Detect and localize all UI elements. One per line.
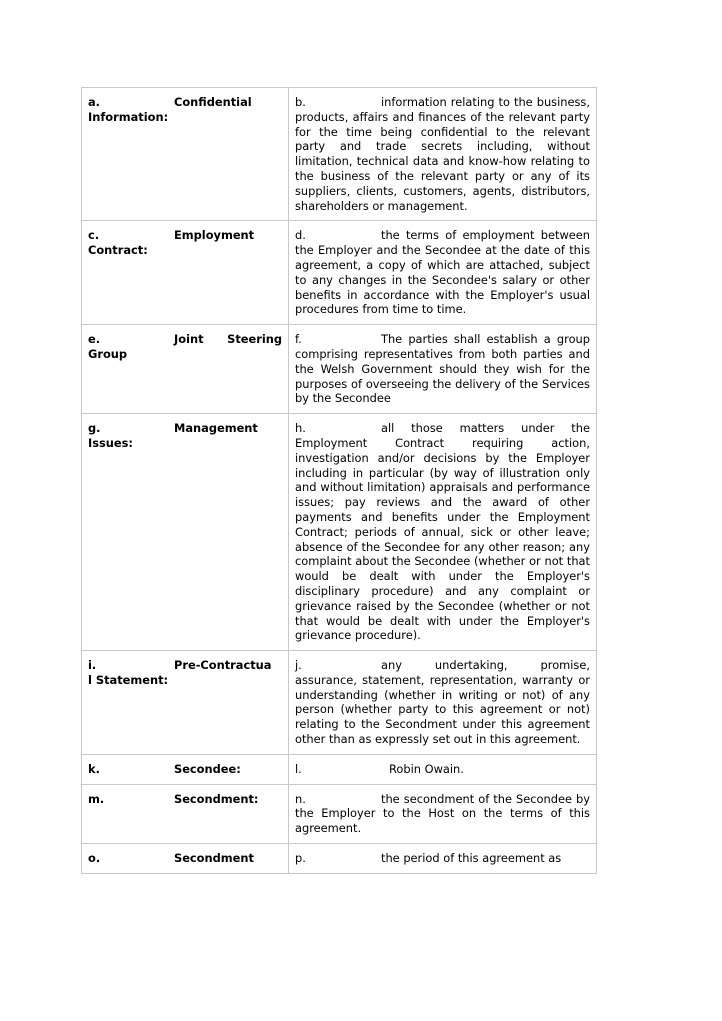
meaning-letter: h. [295, 421, 306, 436]
definition-term [82, 325, 289, 414]
definition-row [82, 88, 597, 221]
term-line-1: Joint Steering [174, 332, 282, 347]
term-letter: o. [88, 851, 101, 866]
term-letter: m. [88, 791, 105, 806]
definition-row [82, 754, 597, 784]
definition-meaning [289, 221, 597, 325]
meaning-text: Robin Owain. [389, 761, 464, 776]
term-line-1: Secondee: [174, 761, 241, 776]
term-line-1: Management [174, 421, 258, 436]
term-letter: a. [88, 95, 101, 109]
term-letter: c. [88, 228, 100, 243]
meaning-letter: d. [295, 228, 306, 243]
definition-term [82, 784, 289, 843]
term-line-2: Issues: [88, 435, 133, 450]
definition-term [82, 414, 289, 651]
meaning-text: the secondment of the Secondee by the Employer to the Host on the terms of this agreement. [295, 791, 590, 836]
definitions-table [81, 87, 597, 874]
definition-row [82, 325, 597, 414]
meaning-letter: b. [295, 95, 306, 109]
definition-row [82, 651, 597, 755]
term-line-1: Secondment: [174, 791, 259, 806]
term-line-2: Information: [88, 109, 169, 124]
meaning-letter: j. [295, 658, 302, 673]
definition-meaning [289, 844, 597, 874]
meaning-text: any undertaking, promise, assurance, statement, representation, warranty or understanding (whether in writing or not) of any person (whether party to this agreement or not) relating to the Secondment under this agreement other than as expressly set out in this agreement. [295, 658, 590, 747]
term-line-1: Employment [174, 228, 255, 243]
term-line-2: l Statement: [88, 672, 169, 687]
meaning-text: The parties shall establish a group comprising representatives from both parties and the Welsh Government should they wish for the purposes of overseeing the delivery of the Services by the Secondee [295, 332, 590, 406]
definition-term [82, 754, 289, 784]
term-line-1: Confidential [174, 95, 252, 109]
definition-row [82, 784, 597, 843]
meaning-text: all those matters under the Employment Contract requiring action, investigation and/or decisions by the Employer including in particular (by way of illustration only and without limitation) appraisals and performance issues; pay reviews and the award of other payments and benefits under the Employment Contract; periods of annual, sick or other leave; absence of the Secondee for any other reason; any complaint about the Secondee (whether or not that would be dealt with under the Employer's disciplinary procedure) and any complaint or grievance raised by the Secondee (whether or not that would be dealt with under the Employer's grievance procedure). [295, 421, 590, 643]
meaning-text: the period of this agreement as [381, 851, 562, 866]
term-line-1: Secondment [174, 851, 254, 866]
definition-meaning [289, 784, 597, 843]
meaning-text: the terms of employment between the Employer and the Secondee at the date of this agreement, a copy of which are attached, subject to any changes in the Secondee's salary or other benefits in accordance with the Employer's usual procedures from time to time. [295, 228, 590, 317]
definition-row [82, 844, 597, 874]
definition-term [82, 221, 289, 325]
definition-meaning [289, 414, 597, 651]
term-letter: e. [88, 332, 101, 347]
meaning-letter: p. [295, 851, 306, 866]
term-line-2: Contract: [88, 243, 148, 258]
definition-term [82, 844, 289, 874]
definition-row [82, 221, 597, 325]
definition-meaning [289, 651, 597, 755]
meaning-text: information relating to the business, products, affairs and finances of the relevant party for the time being confidential to the relevant party and trade secrets including, without limitation, technical data and know-how relating to the business of the relevant party or any of its suppliers, clients, customers, agents, distributors, shareholders or management. [295, 95, 590, 213]
document-page [81, 87, 597, 915]
term-letter: k. [88, 761, 100, 776]
definition-row [82, 414, 597, 651]
term-letter: g. [88, 421, 101, 436]
term-line-1: Pre-Contractua [174, 658, 272, 673]
term-line-2: Group [88, 346, 128, 361]
meaning-letter: f. [295, 332, 302, 347]
meaning-letter: l. [295, 761, 302, 776]
term-letter: i. [88, 658, 97, 673]
meaning-letter: n. [295, 791, 306, 806]
definition-meaning [289, 88, 597, 221]
definition-meaning [289, 754, 597, 784]
definition-term [82, 88, 289, 221]
definition-term [82, 651, 289, 755]
definition-meaning [289, 325, 597, 414]
